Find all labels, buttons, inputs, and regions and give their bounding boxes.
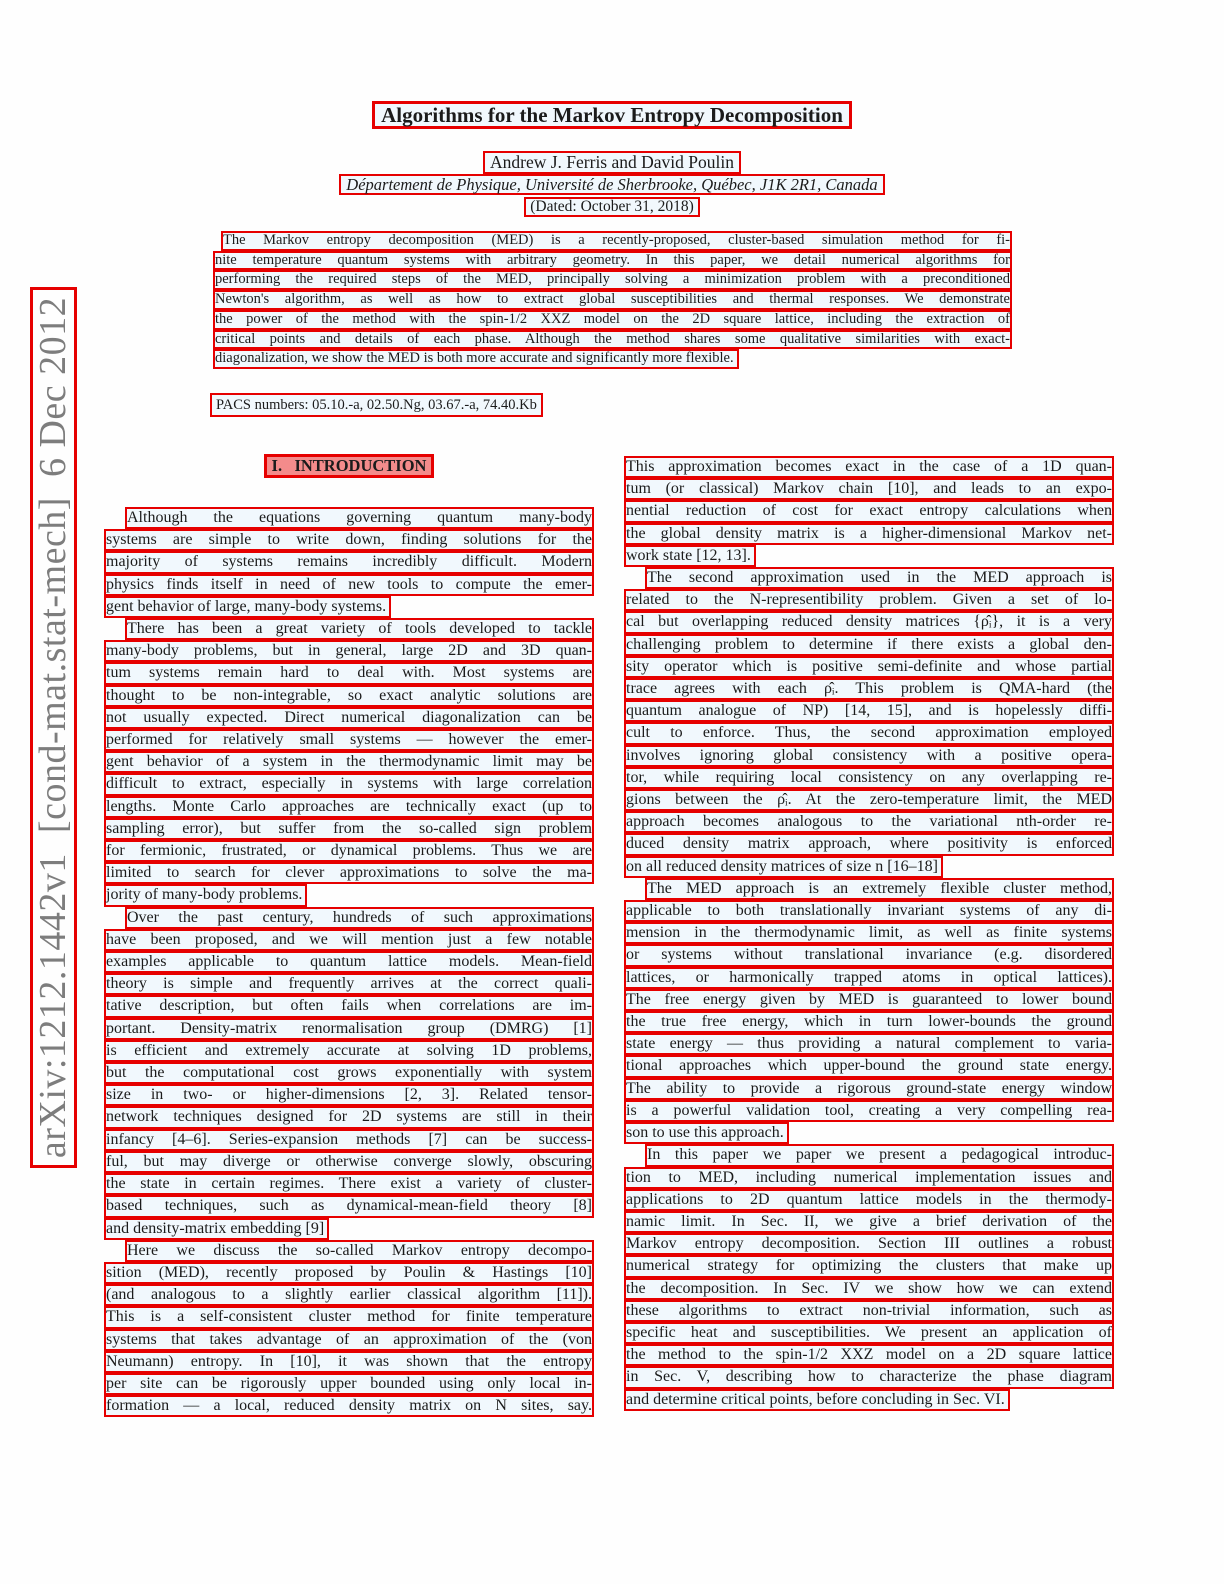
text-line: Here we discuss the so-called Markov entropy decompo- <box>125 1240 594 1262</box>
text-line: The free energy given by MED is guaranteed to lower bound <box>624 989 1114 1011</box>
text-line: infancy [4–6]. Series-expansion methods [7] can be success- <box>104 1129 594 1151</box>
text-line: many-body problems, but in general, large 2D and 3D quan- <box>104 640 594 662</box>
affiliation-row <box>0 174 1224 195</box>
text-line: This is a self-consistent cluster method for finite temperature <box>104 1306 594 1328</box>
text-line: physics finds itself in need of new tools to compute the emer- <box>104 574 594 596</box>
text-line: difficult to extract, especially in systems with large correlation <box>104 773 594 795</box>
text-line: quantum analogue of NP) [14, 15], and is hopelessly diffi- <box>624 700 1114 722</box>
text-line: tative description, but often fails when correlations are im- <box>104 995 594 1017</box>
text-line: on all reduced density matrices of size n [16–18] <box>624 856 943 878</box>
text-line: Markov entropy decomposition. Section III outlines a robust <box>624 1233 1114 1255</box>
section-heading <box>104 454 594 478</box>
text-line: numerical strategy for optimizing the clusters that make up <box>624 1255 1114 1277</box>
affiliation: Département de Physique, Université de Sherbrooke, Québec, J1K 2R1, Canada <box>339 174 884 195</box>
text-line: for fermionic, frustrated, or dynamical problems. Thus we are <box>104 840 594 862</box>
text-line: in Sec. V, describing how to characterize the phase diagram <box>624 1366 1114 1388</box>
text-line: nite temperature quantum systems with arbitrary geometry. In this paper, we detail numerical algorithms for <box>213 251 1012 271</box>
text-line: per site can be rigorously upper bounded using only local in- <box>104 1373 594 1395</box>
text-line: not usually expected. Direct numerical diagonalization can be <box>104 707 594 729</box>
text-line: This approximation becomes exact in the case of a 1D quan- <box>624 456 1114 478</box>
text-line: lengths. Monte Carlo approaches are technically exact (up to <box>104 796 594 818</box>
text-line: approach becomes analogous to the variational nth-order re- <box>624 811 1114 833</box>
text-line: performing the required steps of the MED, principally solving a minimization problem with a preconditioned <box>213 270 1012 290</box>
text-line: is a powerful validation tool, creating a very compelling rea- <box>624 1100 1114 1122</box>
text-line: state energy — thus providing a natural complement to varia- <box>624 1033 1114 1055</box>
text-line: sity operator which is positive semi-definite and whose partial <box>624 656 1114 678</box>
text-line: portant. Density-matrix renormalisation group (DMRG) [1] <box>104 1018 594 1040</box>
text-line: or systems without translational invariance (e.g. disordered <box>624 944 1114 966</box>
paper-title: Algorithms for the Markov Entropy Decomposition <box>372 101 852 129</box>
text-line: trace agrees with each ρ̂ᵢ. This problem is QMA-hard (the <box>624 678 1114 700</box>
abstract <box>213 231 1012 369</box>
text-line: tor, while requiring local consistency on any overlapping re- <box>624 767 1114 789</box>
text-line: son to use this approach. <box>624 1122 789 1144</box>
right-column <box>624 456 1114 1411</box>
text-line: There has been a great variety of tools developed to tackle <box>125 618 594 640</box>
text-line: the method to the spin-1/2 XXZ model on a 2D square lattice <box>624 1344 1114 1366</box>
text-line: related to the N-representibility problem. Given a set of lo- <box>624 589 1114 611</box>
authors-row <box>0 151 1224 174</box>
text-line: formation — a local, reduced density matrix on N sites, say. <box>104 1395 594 1417</box>
text-line: size in two- or higher-dimensions [2, 3]. Related tensor- <box>104 1084 594 1106</box>
text-line: these algorithms to extract non-trivial information, such as <box>624 1300 1114 1322</box>
text-line: Although the equations governing quantum many-body <box>125 507 594 529</box>
text-line: gent behavior of a system in the thermodynamic limit may be <box>104 751 594 773</box>
text-line: systems are simple to write down, finding solutions for the <box>104 529 594 551</box>
text-line: limited to search for clever approximations to solve the ma- <box>104 862 594 884</box>
pacs-row <box>210 393 543 417</box>
text-line: jority of many-body problems. <box>104 884 307 906</box>
text-line: ful, but may diverge or otherwise converge slowly, obscuring <box>104 1151 594 1173</box>
text-line: the state in certain regimes. There exist a variety of cluster- <box>104 1173 594 1195</box>
section-heading-text: I. INTRODUCTION <box>264 454 435 478</box>
text-line: gent behavior of large, many-body systems. <box>104 596 391 618</box>
text-line: tum systems remain hard to deal with. Most systems are <box>104 662 594 684</box>
text-line: involves ignoring global consistency with a positive opera- <box>624 745 1114 767</box>
text-line: specific heat and susceptibilities. We present an application of <box>624 1322 1114 1344</box>
text-line: cal but overlapping reduced density matrices {ρ̂ᵢ}, it is a very <box>624 611 1114 633</box>
text-line: The MED approach is an extremely flexible cluster method, <box>645 878 1114 900</box>
text-line: but the computational cost grows exponentially with system <box>104 1062 594 1084</box>
text-line: Newton's algorithm, as well as how to extract global susceptibilities and thermal responses. We demonstrate <box>213 290 1012 310</box>
pacs-line: PACS numbers: 05.10.-a, 02.50.Ng, 03.67.-a, 74.40.Kb <box>210 393 543 417</box>
text-line: critical points and details of each phase. Although the method shares some qualitative similarities with exact- <box>213 330 1012 350</box>
date-line: (Dated: October 31, 2018) <box>524 197 700 217</box>
text-line: and density-matrix embedding [9] <box>104 1218 329 1240</box>
text-line: The ability to provide a rigorous ground-state energy window <box>624 1078 1114 1100</box>
text-line: In this paper we paper we present a pedagogical introduc- <box>645 1144 1114 1166</box>
text-line: The Markov entropy decomposition (MED) is a recently-proposed, cluster-based simulation method for fi- <box>221 231 1012 251</box>
title-row <box>0 101 1224 129</box>
text-line: network techniques designed for 2D systems are still in their <box>104 1106 594 1128</box>
text-line: namic limit. In Sec. II, we give a brief derivation of the <box>624 1211 1114 1233</box>
text-line: lattices, or harmonically trapped atoms in optical lattices). <box>624 967 1114 989</box>
text-line: challenging problem to determine if there exists a global den- <box>624 634 1114 656</box>
text-line: sition (MED), recently proposed by Poulin & Hastings [10] <box>104 1262 594 1284</box>
text-line: theory is simple and frequently arrives at the correct quali- <box>104 973 594 995</box>
text-line: (and analogous to a slightly earlier classical algorithm [11]). <box>104 1284 594 1306</box>
text-line: applicable to both translationally invariant systems of any di- <box>624 900 1114 922</box>
authors: Andrew J. Ferris and David Poulin <box>483 151 741 174</box>
text-line: nential reduction of cost for exact entropy calculations when <box>624 500 1114 522</box>
arxiv-watermark-text: arXiv:1212.1442v1 [cond-mat.stat-mech] 6 Dec 2012 <box>30 287 77 1168</box>
text-line: tional approaches which upper-bound the ground state energy. <box>624 1055 1114 1077</box>
text-line: thought to be non-integrable, so exact analytic solutions are <box>104 685 594 707</box>
text-line: cult to enforce. Thus, the second approximation employed <box>624 722 1114 744</box>
text-line: Over the past century, hundreds of such approximations <box>125 907 594 929</box>
text-line: have been proposed, and we will mention just a few notable <box>104 929 594 951</box>
date-row <box>0 197 1224 217</box>
text-line: work state [12, 13]. <box>624 545 756 567</box>
text-line: the true free energy, which in turn lower-bounds the ground <box>624 1011 1114 1033</box>
text-line: The second approximation used in the MED approach is <box>645 567 1114 589</box>
text-line: diagonalization, we show the MED is both more accurate and significantly more flexible. <box>213 349 739 369</box>
text-line: Neumann) entropy. In [10], it was shown that the entropy <box>104 1351 594 1373</box>
arxiv-watermark <box>30 287 77 1168</box>
text-line: gions between the ρ̂ᵢ. At the zero-temperature limit, the MED <box>624 789 1114 811</box>
text-line: systems that takes advantage of an approximation of the (von <box>104 1329 594 1351</box>
text-line: examples applicable to quantum lattice models. Mean-field <box>104 951 594 973</box>
text-line: sampling error), but suffer from the so-called sign problem <box>104 818 594 840</box>
text-line: the decomposition. In Sec. IV we show how we can extend <box>624 1278 1114 1300</box>
text-line: performed for relatively small systems — however the emer- <box>104 729 594 751</box>
text-line: mension in the thermodynamic limit, as well as finite systems <box>624 922 1114 944</box>
text-line: the global density matrix is a higher-dimensional Markov net- <box>624 523 1114 545</box>
text-line: tum (or classical) Markov chain [10], and leads to an expo- <box>624 478 1114 500</box>
text-line: is efficient and extremely accurate at solving 1D problems, <box>104 1040 594 1062</box>
text-line: and determine critical points, before concluding in Sec. VI. <box>624 1389 1010 1411</box>
text-line: applications to 2D quantum lattice models in the thermody- <box>624 1189 1114 1211</box>
text-line: duced density matrix approach, where positivity is enforced <box>624 833 1114 855</box>
text-line: the power of the method with the spin-1/2 XXZ model on the 2D square lattice, including the extraction of <box>213 310 1012 330</box>
text-line: based techniques, such as dynamical-mean-field theory [8] <box>104 1195 594 1217</box>
text-line: tion to MED, including numerical implementation issues and <box>624 1167 1114 1189</box>
left-column <box>104 507 594 1417</box>
text-line: majority of systems remains incredibly difficult. Modern <box>104 551 594 573</box>
